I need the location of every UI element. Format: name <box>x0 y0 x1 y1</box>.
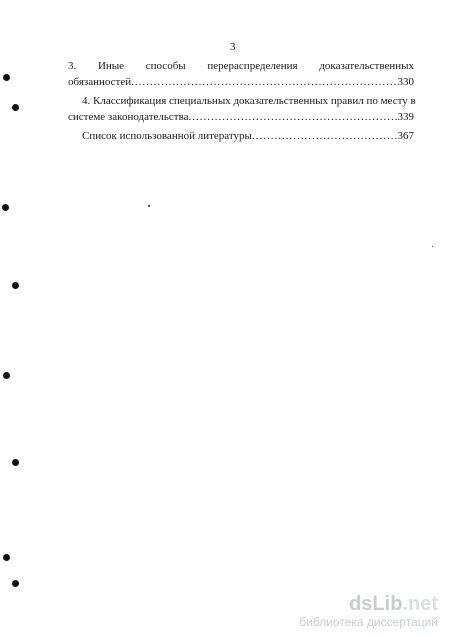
leader-dots <box>252 128 397 144</box>
toc-entry-bibliography-line <box>68 128 414 144</box>
binder-hole-mark <box>12 459 19 466</box>
watermark-logo: dsLib.net <box>349 593 438 615</box>
toc-entry-bibliography <box>68 128 414 144</box>
toc-entry-3-word: способы <box>145 60 186 72</box>
toc-entry-4-page: 339 <box>397 111 414 123</box>
toc-entry-3 <box>68 58 414 90</box>
toc-entry-3-word: доказательственных <box>319 60 414 72</box>
toc-entry-4 <box>68 93 414 125</box>
binder-hole-mark <box>12 282 19 289</box>
toc-entry-3-number: 3. <box>68 60 77 72</box>
page-number: 3 <box>230 41 236 53</box>
toc-entry-3-text: обязанностей <box>68 76 132 88</box>
toc-entry-3-word: Иные <box>97 60 125 72</box>
scan-speck <box>432 246 433 247</box>
binder-hole-mark <box>2 204 9 211</box>
binder-hole-mark <box>12 580 19 587</box>
toc-entry-4-heading <box>68 93 414 109</box>
watermark-caption: библиотека диссертаций <box>299 615 438 629</box>
toc-entry-4-text: 4. Классификация специальных доказательственных правил по месту в <box>82 95 416 107</box>
toc-entry-4-continuation <box>68 109 414 125</box>
toc-entry-4-text-continued: системе законодательства <box>68 111 189 123</box>
binder-hole-mark <box>3 372 10 379</box>
binder-hole-mark <box>3 74 10 81</box>
table-of-contents <box>68 58 414 147</box>
toc-entry-3-word: перераспределения <box>207 60 298 72</box>
toc-entry-bibliography-page: 367 <box>397 130 414 142</box>
toc-entry-3-page: 330 <box>397 76 414 88</box>
scan-speck <box>148 205 150 207</box>
binder-hole-mark <box>3 554 10 561</box>
toc-entry-3-heading <box>68 58 414 74</box>
leader-dots <box>131 74 396 90</box>
leader-dots <box>189 109 397 125</box>
binder-hole-mark <box>12 104 19 111</box>
toc-entry-3-continuation <box>68 74 414 90</box>
watermark <box>299 593 438 629</box>
toc-entry-bibliography-text: Список использованной литературы <box>82 130 252 142</box>
